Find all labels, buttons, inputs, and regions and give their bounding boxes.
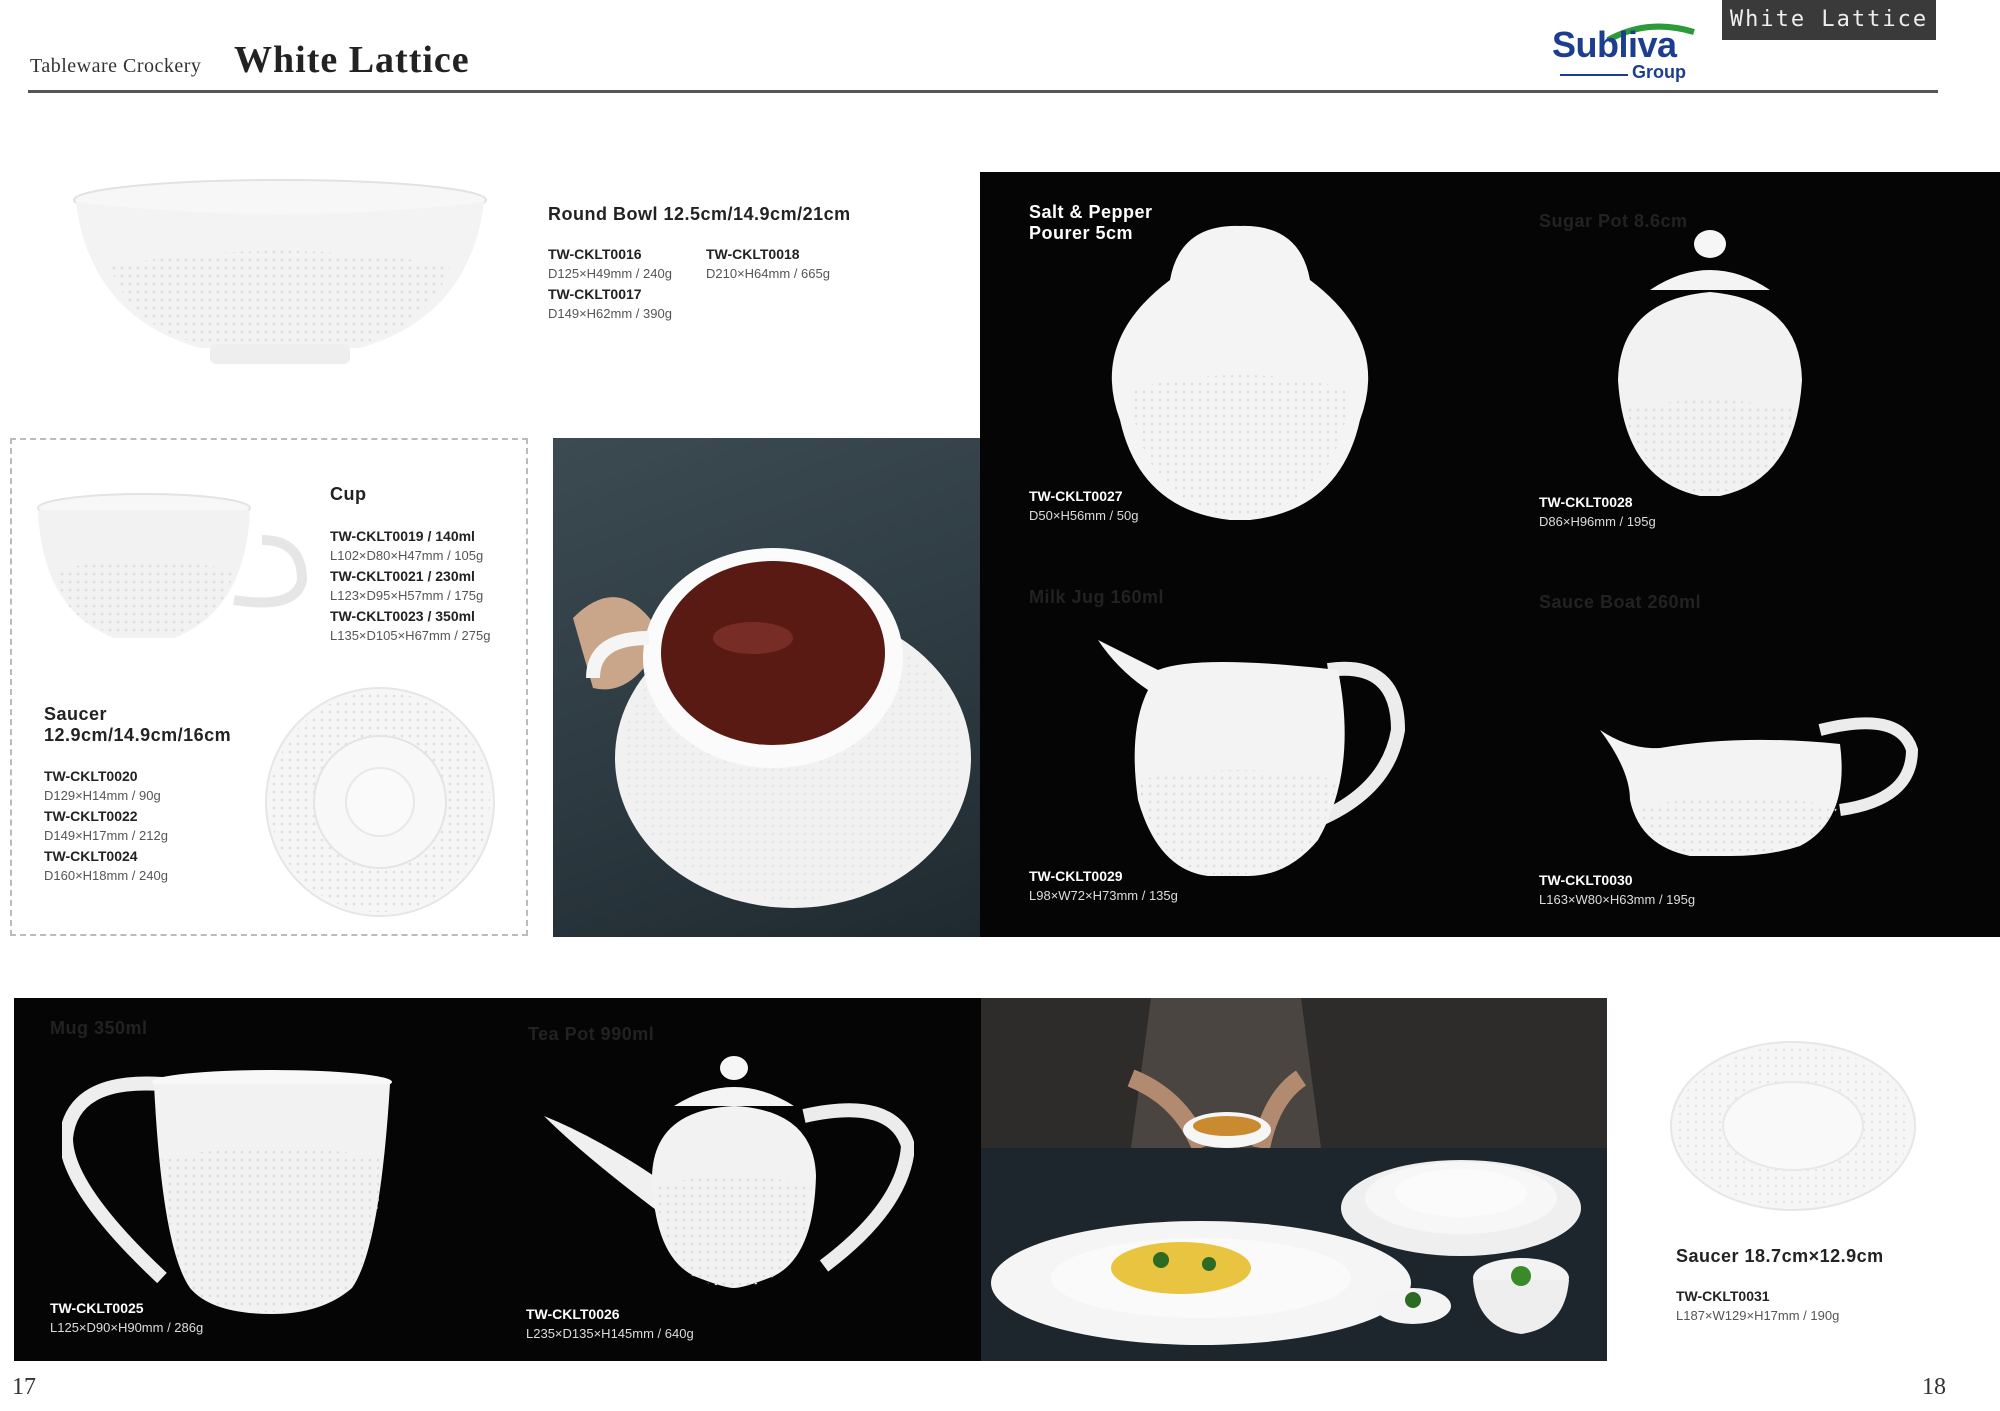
cup-code-1: TW-CKLT0019 / 140ml: [330, 528, 475, 544]
saucer-title-line1: Saucer: [44, 704, 108, 724]
saucer-spec-1: D129×H14mm / 90g: [44, 788, 161, 803]
milk-jug-specs: [1029, 866, 1178, 906]
mug-image: [62, 1068, 392, 1316]
teapot-image: [544, 1056, 914, 1296]
round-bowl-spec-1: D125×H49mm / 240g: [548, 266, 672, 281]
saucer-title-line2: 12.9cm/14.9cm/16cm: [44, 725, 232, 745]
brand-logo: [1548, 18, 1698, 84]
salt-pepper-specs: [1029, 486, 1138, 526]
page-number-right: 18: [1922, 1374, 1946, 1400]
sugar-pot-title: Sugar Pot 8.6cm: [1539, 211, 1688, 231]
round-bowl-image: [70, 176, 490, 376]
sauce-boat-title: Sauce Boat 260ml: [1539, 592, 1702, 612]
teapot-title: Tea Pot 990ml: [528, 1024, 655, 1044]
sugar-pot-image: [1610, 230, 1810, 500]
sauce-boat-specs: [1539, 870, 1695, 910]
saucer-title: [44, 704, 231, 746]
mug-spec: L125×D90×H90mm / 286g: [50, 1320, 204, 1335]
mug-specs: [50, 1298, 203, 1338]
page-number-left: 17: [12, 1374, 36, 1400]
sauce-boat-image: [1600, 710, 1920, 860]
round-bowl-spec-col1: [548, 244, 672, 324]
milk-jug-title: Milk Jug 160ml: [1029, 587, 1165, 607]
oval-saucer-code: TW-CKLT0031: [1676, 1288, 1770, 1304]
sauce-boat-spec: L163×W80×H63mm / 195g: [1539, 892, 1696, 907]
saucer-spec-3: D160×H18mm / 240g: [44, 868, 168, 883]
cup-code-3: TW-CKLT0023 / 350ml: [330, 608, 475, 624]
milk-jug-code: TW-CKLT0029: [1029, 868, 1123, 884]
logo-group: Group: [1632, 62, 1686, 82]
round-bowl-title: Round Bowl 12.5cm/14.9cm/21cm: [548, 204, 851, 224]
oval-saucer-specs: [1676, 1286, 1839, 1326]
round-bowl-code-2: TW-CKLT0017: [548, 286, 642, 302]
cup-specs: [330, 526, 490, 646]
logo-word: Subliva: [1552, 24, 1677, 65]
salt-pepper-spec: D50×H56mm / 50g: [1029, 508, 1139, 523]
oval-saucer-spec: L187×W129×H17mm / 190g: [1676, 1308, 1840, 1323]
round-bowl-spec-3: D210×H64mm / 665g: [706, 266, 830, 281]
cup-spec-1: L102×D80×H47mm / 105g: [330, 548, 484, 563]
salt-pepper-code: TW-CKLT0027: [1029, 488, 1123, 504]
catalog-title: White Lattice: [234, 39, 470, 81]
salt-pepper-title-line2: Pourer 5cm: [1029, 223, 1134, 243]
header-divider: [28, 90, 1938, 93]
salt-pepper-title-line1: Salt & Pepper: [1029, 202, 1153, 222]
round-bowl-spec-col2: [706, 244, 830, 284]
cup-image: [34, 490, 314, 650]
catalog-subtitle: Tableware Crockery: [30, 55, 202, 77]
logo-rule: [1560, 74, 1628, 76]
tea-lifestyle-photo: [553, 438, 980, 937]
milk-jug-image: [1098, 630, 1408, 880]
saucer-image: [262, 684, 498, 920]
cup-title: Cup: [330, 484, 367, 504]
saucer-specs: [44, 766, 168, 886]
round-bowl-code-3: TW-CKLT0018: [706, 246, 800, 262]
cup-spec-3: L135×D105×H67mm / 275g: [330, 628, 491, 643]
oval-saucer-image: [1668, 1038, 1918, 1214]
sugar-pot-spec: D86×H96mm / 195g: [1539, 514, 1656, 529]
teapot-code: TW-CKLT0026: [526, 1306, 620, 1322]
round-bowl-spec-2: D149×H62mm / 390g: [548, 306, 672, 321]
sauce-boat-code: TW-CKLT0030: [1539, 872, 1633, 888]
sugar-pot-specs: [1539, 492, 1656, 532]
saucer-code-2: TW-CKLT0022: [44, 808, 138, 824]
milk-jug-spec: L98×W72×H73mm / 135g: [1029, 888, 1178, 903]
teapot-spec: L235×D135×H145mm / 640g: [526, 1326, 694, 1341]
saucer-code-3: TW-CKLT0024: [44, 848, 138, 864]
oval-saucer-title: Saucer 18.7cm×12.9cm: [1676, 1246, 1884, 1266]
mug-title: Mug 350ml: [50, 1018, 148, 1038]
round-bowl-code-1: TW-CKLT0016: [548, 246, 642, 262]
mug-code: TW-CKLT0025: [50, 1300, 144, 1316]
cup-spec-2: L123×D95×H57mm / 175g: [330, 588, 484, 603]
series-tag: White Lattice: [1722, 0, 1936, 40]
saucer-code-1: TW-CKLT0020: [44, 768, 138, 784]
dining-lifestyle-photo: [981, 998, 1607, 1361]
cup-code-2: TW-CKLT0021 / 230ml: [330, 568, 475, 584]
saucer-spec-2: D149×H17mm / 212g: [44, 828, 168, 843]
teapot-specs: [526, 1304, 694, 1344]
salt-pepper-image: [1100, 220, 1380, 526]
sugar-pot-code: TW-CKLT0028: [1539, 494, 1633, 510]
